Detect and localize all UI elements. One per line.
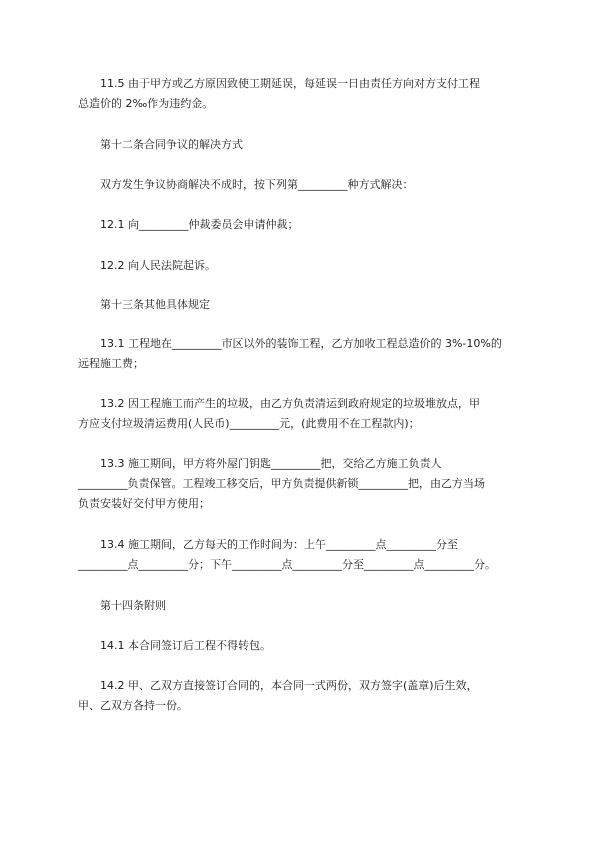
text-line: 远程施工费； <box>78 357 144 370</box>
text-line: 14.1 本合同签订后工程不得转包。 <box>100 639 271 652</box>
clause-13-2 <box>78 394 530 434</box>
text-line: _________点_________分；下午_________点_________分至_________点_________分。 <box>78 558 496 571</box>
article-12-intro <box>78 175 530 195</box>
text-line: 甲、乙双方各持一份。 <box>78 699 188 712</box>
clause-13-3 <box>78 454 530 514</box>
text-line: 12.1 向_________仲裁委员会申请仲裁； <box>100 218 299 231</box>
article-13-heading <box>78 295 530 315</box>
text-line: 13.3 施工期间，甲方将外屋门钥匙_________把，交给乙方施工负责人 <box>100 457 442 470</box>
article-14-heading <box>78 596 530 616</box>
article-12-heading <box>78 135 530 155</box>
text-line: 14.2 甲、乙双方直接签订合同的，本合同一式两份，双方签字(盖章)后生效， <box>100 679 478 692</box>
text-line: 第十二条合同争议的解决方式 <box>100 138 243 151</box>
clause-12-2 <box>78 256 530 276</box>
clause-12-1 <box>78 215 530 235</box>
text-line: _________负责保管。工程竣工移交后，甲方负责提供新锁_________把，由乙方当场 <box>78 477 485 490</box>
text-line: 双方发生争议协商解决不成时，按下列第_________种方式解决： <box>100 178 414 191</box>
clause-11-5 <box>78 74 530 114</box>
text-line: 第十四条附则 <box>100 599 166 612</box>
text-line: 方应支付垃圾清运费用(人民币)_________元，(此费用不在工程款内)； <box>78 417 420 430</box>
text-line: 13.1 工程地在_________市区以外的装饰工程，乙方加收工程总造价的 3%-10%的 <box>100 337 502 350</box>
clause-13-4 <box>78 535 530 575</box>
text-line: 13.2 因工程施工而产生的垃圾，由乙方负责清运到政府规定的垃圾堆放点，甲 <box>100 397 480 410</box>
text-line: 第十三条其他具体规定 <box>100 298 210 311</box>
clause-13-1 <box>78 334 530 374</box>
text-line: 13.4 施工期间，乙方每天的工作时间为：上午_________点_________分至 <box>100 538 458 551</box>
clause-14-1 <box>78 636 530 656</box>
text-line: 11.5 由于甲方或乙方原因致使工期延误，每延误一日由责任方向对方支付工程 <box>100 77 480 90</box>
text-line: 负责安装好交付甲方使用； <box>78 497 210 510</box>
text-line: 12.2 向人民法院起诉。 <box>100 259 216 272</box>
clause-14-2 <box>78 676 530 716</box>
text-line: 总造价的 2‰作为违约金。 <box>78 97 214 110</box>
